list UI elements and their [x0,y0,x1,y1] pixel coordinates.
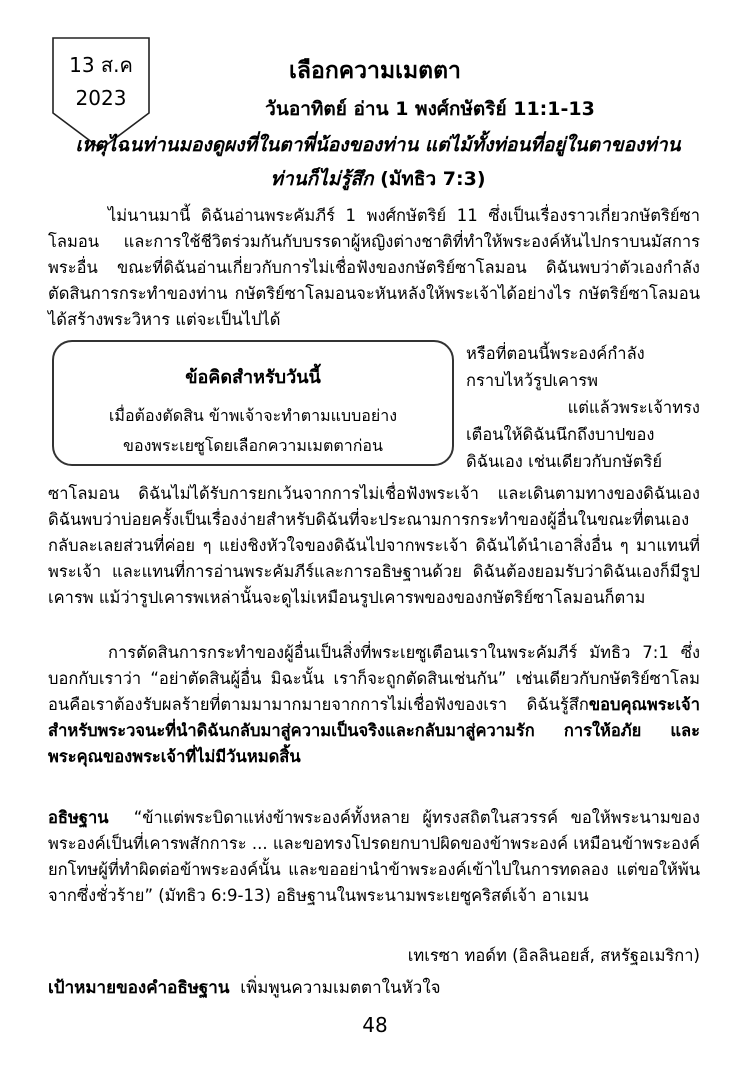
paragraph-1 [48,203,700,333]
key-verse [48,128,708,196]
paragraph-1-text: ไม่นานมานี้ ดิฉันอ่านพระคัมภีร์ 1 พงศ์กษัตริย์ 11 ซึ่งเป็นเรื่องราวเกี่ยวกษัตริย์ซาโลมอน และการใช้ชีวิตร่วมกันกับบรรดาผู้หญิงต่างชาติที่ทำให้พระองค์หันไปกราบนมัสการพระอื่น ขณะที่ดิฉันอ่านเกี่ยวกับการไม่เชื่อฟังของกษัตริย์ซาโลมอน ดิฉันพบว่าตัวเองกำลังตัดสินการกระทำของท่าน กษัตริย์ซาโลมอนจะหันหลังให้พระเจ้าได้อย่างไร กษัตริย์ซาโลมอนได้สร้างพระวิหาร แต่จะเป็นไปได้ [48,206,700,329]
date-day-month: 13 ส.ค [69,53,133,77]
verse-line-2: ท่านก็ไม่รู้สึก [270,168,374,190]
wrap-line-4: เตือนให้ดิฉันนึกถึงบาปของ [466,425,655,444]
reflection-line-1: เมื่อต้องตัดสิน ข้าพเจ้าจะทำตามแบบอย่าง [108,406,398,425]
page-title: เลือกความเมตตา [289,58,461,84]
wrap-column [466,340,700,475]
reflection-box [52,340,454,466]
reflection-heading: ข้อคิดสำหรับวันนี้ [185,367,321,388]
scripture-reading: วันอาทิตย์ อ่าน 1 พงศ์กษัตริย์ 11:1-13 [265,98,595,120]
wrap-line-3: แต่แล้วพระเจ้าทรง [567,398,700,417]
verse-reference: (มัทธิว 7:3) [380,168,486,190]
prayer-section [48,805,700,909]
author-credit: เทเรซา ทอด์ท (อิลลินอยส์, สหรัฐอเมริกา) [407,946,700,965]
paragraph-2-text: การตัดสินการกระทำของผู้อื่นเป็นสิ่งที่พระเยซูเตือนเราในพระคัมภีร์ มัทธิว 7:1 ซึ่งบอกกับเราว่า “อย่าตัดสินผู้อื่น มิฉะนั้น เราก็จะถูกตัดสินเช่นกัน” เช่นเดียวกับกษัตริย์ซาโลมอนคือเราต้องรับผลร้ายที่ตามมามากมายจากการไม่เชื่อฟังของเรา ดิฉันรู้สึก [48,643,700,714]
paragraph-2 [48,640,700,770]
verse-line-1: เหตุไฉนท่านมองดูผงที่ในตาพี่น้องของท่าน แต่ไม้ทั้งท่อนที่อยู่ในตาของท่าน [75,134,681,156]
wrap-line-5: ดิฉันเอง เช่นเดียวกับกษัตริย์ [466,452,663,471]
prayer-label: อธิษฐาน [48,808,109,827]
reflection-line-2: ของพระเยซูโดยเลือกความเมตตาก่อน [123,436,383,455]
paragraph-1-continued: ซาโลมอน ดิฉันไม่ได้รับการยกเว้นจากการไม่เชื่อฟังพระเจ้า และเดินตามทางของดิฉันเอง ดิฉันพบว่าบ่อยครั้งเป็นเรื่องง่ายสำหรับดิฉันที่จะประณามการกระทำของผู้อื่นในขณะที่ตนเองกลับละเลยส่วนที่ค่อย ๆ แย่งชิงหัวใจของดิฉันไปจากพระเจ้า ดิฉันได้นำเอาสิ่งอื่น ๆ มาแทนที่พระเจ้า และแทนที่การอ่านพระคัมภีร์และการอธิษฐานด้วย ดิฉันต้องยอมรับว่าดิฉันเองก็มีรูปเคารพ แม้ว่ารูปเคารพเหล่านั้นจะดูไม่เหมือนรูปเคารพของของกษัตริย์ซาโลมอนก็ตาม [48,484,700,607]
goal-text: เพิ่มพูนความเมตตาในหัวใจ [240,978,441,998]
wrap-line-2: กราบไหว้รูปเคารพ [466,371,599,390]
date-year: 2023 [75,86,127,110]
prayer-text: “ข้าแต่พระบิดาแห่งข้าพระองค์ทั้งหลาย ผู้ทรงสถิตในสวรรค์ ขอให้พระนามของพระองค์เป็นที่เคารพสักการะ ... และขอทรงโปรดยกบาปผิดของข้าพระองค์ เหมือนข้าพระองค์ยกโทษผู้ที่ทำผิดต่อข้าพระองค์นั้น และขออย่านำข้าพระองค์เข้าไปในการทดลอง แต่ขอให้พ้นจากซึ่งชั่วร้าย” (มัทธิว 6:9-13) อธิษฐานในพระนามพระเยซูคริสต์เจ้า อาเมน [48,808,700,905]
goal-label: เป้าหมายของคำอธิษฐาน [48,978,230,998]
wrap-line-1: หรือที่ตอนนี้พระองค์กำลัง [466,344,645,363]
paragraph-2-bold: ขอบคุณพระเจ้าสำหรับพระวจนะที่นำดิฉันกลับมาสู่ความเป็นจริงและกลับมาสู่ความรัก การให้อภัย และพระคุณของพระเจ้าที่ไม่มีวันหมดสิ้น [48,695,700,766]
prayer-goal [48,974,708,1001]
page-number: 48 [362,1013,388,1037]
